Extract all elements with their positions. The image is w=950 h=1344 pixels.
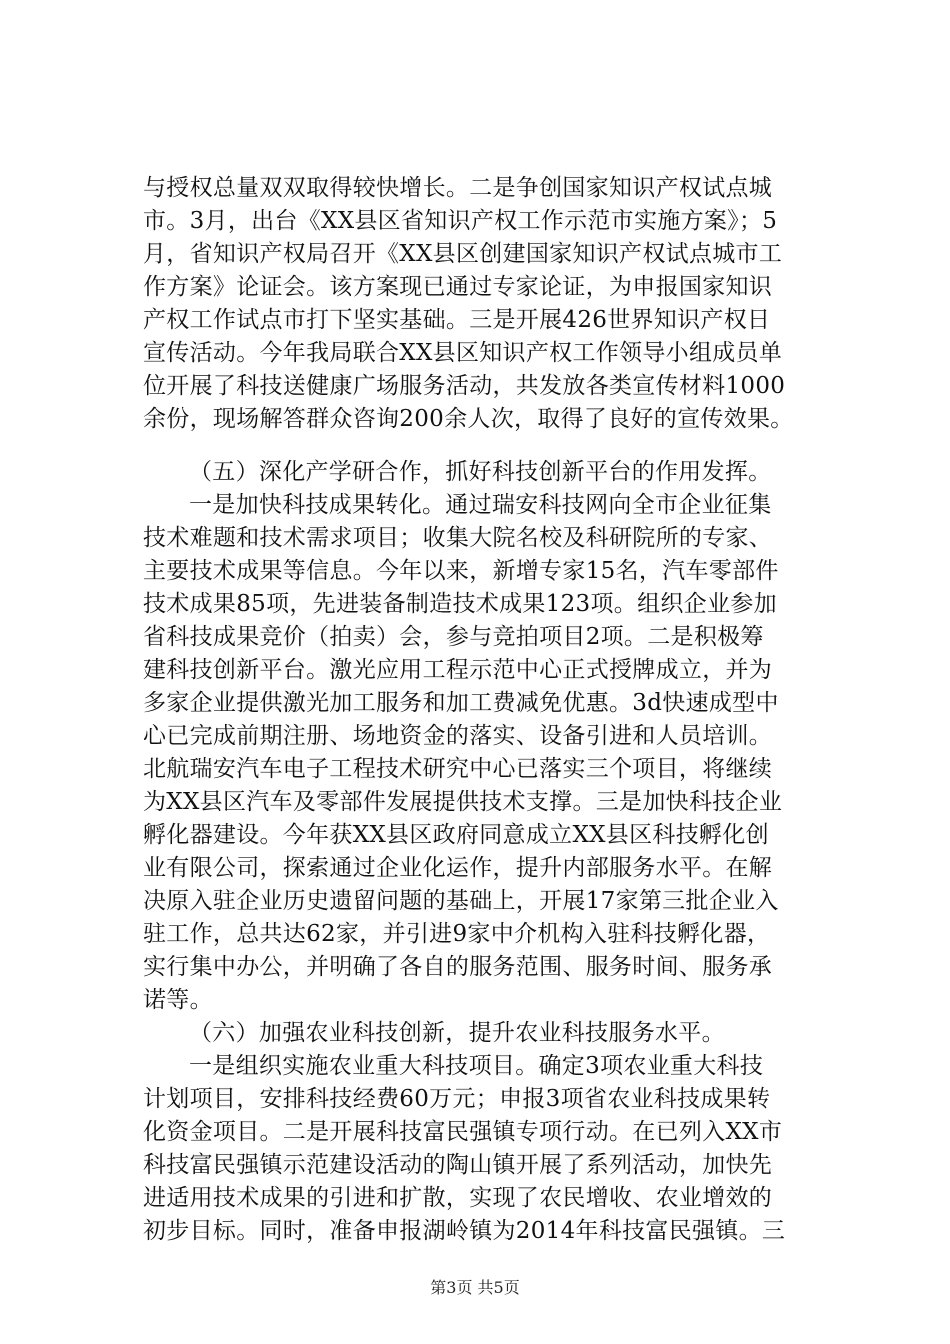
text-line: 孵化器建设。今年获XX县区政府同意成立XX县区科技孵化创 — [143, 822, 769, 848]
text-line: 实行集中办公，并明确了各自的服务范围、服务时间、服务承 — [143, 954, 773, 980]
text-line: 产权工作试点市打下坚实基础。三是开展426世界知识产权日 — [143, 307, 771, 333]
text-line: 与授权总量双双取得较快增长。二是争创国家知识产权试点城 — [143, 175, 773, 201]
paragraph-agriculture-tech — [143, 1050, 825, 1248]
text-line: 进适用技术成果的引进和扩散，实现了农民增收、农业增效的 — [143, 1185, 773, 1211]
document-body — [143, 172, 825, 1248]
text-line: 驻工作，总共达62家，并引进9家中介机构入驻科技孵化器， — [143, 921, 771, 947]
heading-line: （六）加强农业科技创新，提升农业科技服务水平。 — [189, 1020, 725, 1046]
section-heading-6 — [143, 1017, 825, 1050]
section-heading-5 — [143, 456, 825, 489]
text-line: 余份，现场解答群众咨询200余人次，取得了良好的宣传效果。 — [143, 406, 794, 432]
text-line: 建科技创新平台。激光应用工程示范中心正式授牌成立，并为 — [143, 657, 773, 683]
text-line: 决原入驻企业历史遗留问题的基础上，开展17家第三批企业入 — [143, 888, 779, 914]
page-number-footer: 第3页 共5页 — [430, 1278, 520, 1297]
paragraph-gap — [143, 436, 825, 456]
text-line: 技术成果85项，先进装备制造技术成果123项。组织企业参加 — [143, 591, 777, 617]
text-line: 心已完成前期注册、场地资金的落实、设备引进和人员培训。 — [143, 723, 773, 749]
text-line: 多家企业提供激光加工服务和加工费减免优惠。3d快速成型中 — [143, 690, 779, 716]
heading-line: （五）深化产学研合作，抓好科技创新平台的作用发挥。 — [189, 459, 772, 485]
text-line: 科技富民强镇示范建设活动的陶山镇开展了系列活动，加快先 — [143, 1152, 773, 1178]
text-line: 业有限公司，探索通过企业化运作，提升内部服务水平。在解 — [143, 855, 773, 881]
text-line: 月，省知识产权局召开《XX县区创建国家知识产权试点城市工 — [143, 241, 783, 267]
text-line: 主要技术成果等信息。今年以来，新增专家15名，汽车零部件 — [143, 558, 779, 584]
text-line: 宣传活动。今年我局联合XX县区知识产权工作领导小组成员单 — [143, 340, 783, 366]
text-line: 北航瑞安汽车电子工程技术研究中心已落实三个项目，将继续 — [143, 756, 773, 782]
text-line: 初步目标。同时，准备申报湖岭镇为2014年科技富民强镇。三 — [143, 1218, 786, 1244]
text-line: 为XX县区汽车及零部件发展提供技术支撑。三是加快科技企业 — [143, 789, 783, 815]
text-line: 位开展了科技送健康广场服务活动，共发放各类宣传材料1000 — [143, 373, 786, 399]
text-line: 化资金项目。二是开展科技富民强镇专项行动。在已列入XX市 — [143, 1119, 783, 1145]
text-line: 一是组织实施农业重大科技项目。确定3项农业重大科技 — [189, 1053, 764, 1079]
text-line: 技术难题和技术需求项目；收集大院名校及科研院所的专家、 — [143, 525, 773, 551]
text-line: 一是加快科技成果转化。通过瑞安科技网向全市企业征集 — [189, 492, 772, 518]
text-line: 作方案》论证会。该方案现已通过专家论证，为申报国家知识 — [143, 274, 773, 300]
text-line: 计划项目，安排科技经费60万元；申报3项省农业科技成果转 — [143, 1086, 771, 1112]
text-line: 诺等。 — [143, 987, 213, 1013]
paragraph-ip-work — [143, 172, 825, 436]
paragraph-industry-research — [143, 489, 825, 1017]
text-line: 省科技成果竞价（拍卖）会，参与竞拍项目2项。二是积极筹 — [143, 624, 764, 650]
text-line: 市。3月，出台《XX县区省知识产权工作示范市实施方案》；5 — [143, 208, 778, 234]
